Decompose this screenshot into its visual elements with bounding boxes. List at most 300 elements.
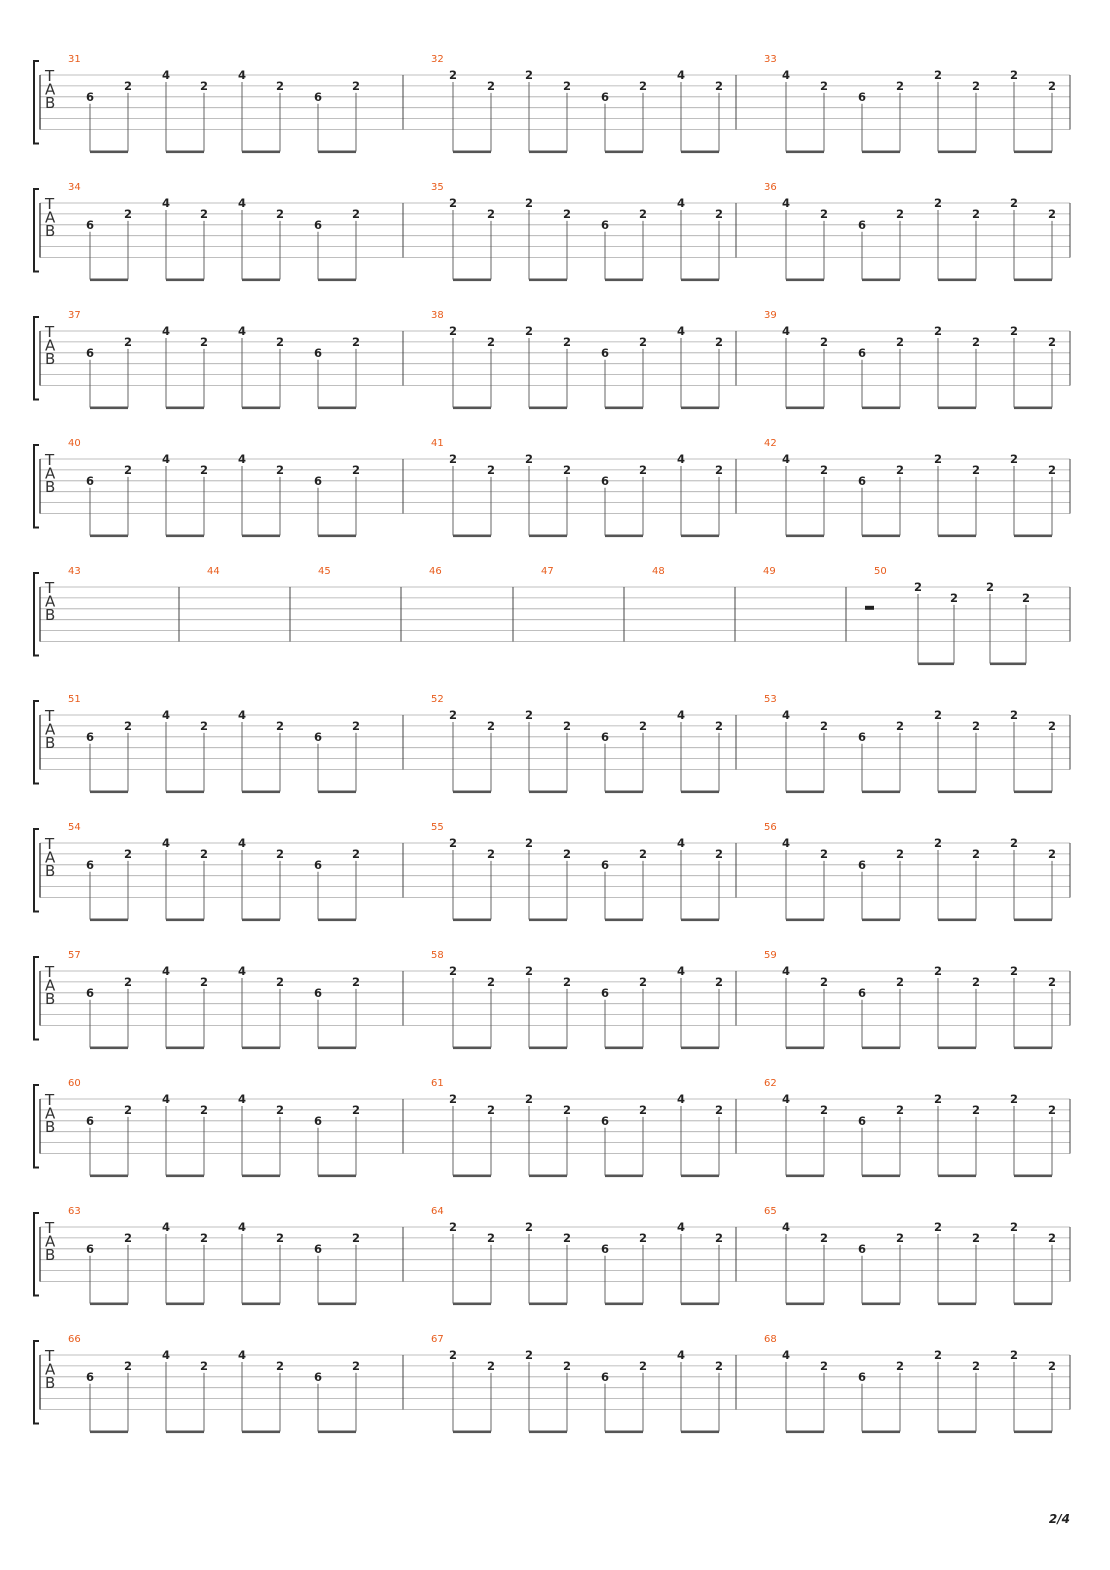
fret-number: 6	[313, 473, 323, 488]
fret-number: 2	[933, 452, 943, 466]
beam	[90, 1431, 128, 1434]
measure-number: 68	[764, 1334, 777, 1345]
beam	[938, 407, 976, 410]
beam	[90, 279, 128, 282]
fret-number: 6	[313, 1241, 323, 1256]
fret-number: 4	[161, 836, 171, 850]
fret-number: 2	[971, 334, 981, 349]
fret-number: 4	[676, 1348, 686, 1362]
fret-number: 6	[600, 1241, 610, 1256]
beam	[529, 1175, 567, 1178]
fret-number: 2	[895, 718, 905, 733]
fret-number: 2	[1047, 1358, 1057, 1373]
fret-number: 2	[819, 718, 829, 733]
measure-number: 44	[207, 566, 220, 577]
measure-number: 45	[318, 566, 331, 577]
fret-number: 2	[486, 462, 496, 477]
system-bracket	[34, 1341, 39, 1424]
tab-clef-letter: B	[45, 478, 56, 496]
fret-number: 2	[638, 78, 648, 93]
fret-number: 6	[85, 1369, 95, 1384]
fret-number: 2	[448, 324, 458, 338]
fret-number: 2	[123, 78, 133, 93]
beam	[938, 535, 976, 538]
fret-number: 6	[313, 857, 323, 872]
beam	[862, 1431, 900, 1434]
beam	[453, 1047, 491, 1050]
beam	[242, 151, 280, 154]
beam	[1014, 407, 1052, 410]
beam	[90, 407, 128, 410]
beam	[681, 151, 719, 154]
beam	[242, 1303, 280, 1306]
fret-number: 2	[486, 78, 496, 93]
fret-number: 2	[714, 1358, 724, 1373]
tab-clef-letter: T	[45, 451, 55, 469]
fret-number: 2	[819, 78, 829, 93]
fret-number: 2	[933, 1348, 943, 1362]
fret-number: 4	[237, 708, 247, 722]
beam	[786, 535, 824, 538]
fret-number: 6	[600, 1369, 610, 1384]
tab-clef-letter: T	[45, 963, 55, 981]
fret-number: 2	[524, 1220, 534, 1234]
beam	[681, 279, 719, 282]
beam	[862, 791, 900, 794]
fret-number: 6	[600, 1113, 610, 1128]
beam	[605, 791, 643, 794]
page-number: 2/4	[1048, 1512, 1070, 1526]
beam	[1014, 279, 1052, 282]
beam	[453, 1175, 491, 1178]
fret-number: 2	[933, 836, 943, 850]
measure-number: 51	[68, 694, 81, 705]
beam	[681, 407, 719, 410]
fret-number: 2	[933, 708, 943, 722]
fret-number: 4	[781, 1220, 791, 1234]
beam	[318, 279, 356, 282]
fret-number: 6	[857, 985, 867, 1000]
beam	[938, 791, 976, 794]
fret-number: 2	[351, 1358, 361, 1373]
measure-number: 60	[68, 1078, 81, 1089]
fret-number: 2	[275, 1230, 285, 1245]
beam	[1014, 151, 1052, 154]
fret-number: 2	[351, 718, 361, 733]
beam	[1014, 1431, 1052, 1434]
fret-number: 2	[1009, 68, 1019, 82]
fret-number: 6	[85, 89, 95, 104]
fret-number: 2	[971, 1230, 981, 1245]
beam	[90, 151, 128, 154]
fret-number: 4	[781, 1348, 791, 1362]
beam	[318, 791, 356, 794]
fret-number: 2	[351, 334, 361, 349]
fret-number: 2	[971, 846, 981, 861]
tab-clef-letter: A	[45, 1104, 56, 1123]
tab-clef-letter: B	[45, 1246, 56, 1264]
fret-number: 2	[1009, 1092, 1019, 1106]
measure-number: 62	[764, 1078, 777, 1089]
fret-number: 2	[933, 1220, 943, 1234]
fret-number: 4	[781, 68, 791, 82]
beam	[862, 535, 900, 538]
beam	[681, 919, 719, 922]
fret-number: 2	[1009, 708, 1019, 722]
fret-number: 2	[714, 78, 724, 93]
fret-number: 2	[1047, 718, 1057, 733]
fret-number: 2	[524, 708, 534, 722]
fret-number: 4	[781, 196, 791, 210]
tab-clef-letter: T	[45, 1091, 55, 1109]
fret-number: 2	[971, 462, 981, 477]
beam	[90, 1047, 128, 1050]
fret-number: 2	[275, 462, 285, 477]
beam	[318, 919, 356, 922]
tab-system	[34, 1334, 1070, 1433]
tab-clef-letter: A	[45, 976, 56, 995]
fret-number: 2	[1047, 846, 1057, 861]
fret-number: 4	[676, 1220, 686, 1234]
fret-number: 2	[1009, 1348, 1019, 1362]
beam	[453, 279, 491, 282]
fret-number: 2	[895, 462, 905, 477]
fret-number: 2	[123, 1358, 133, 1373]
beam	[786, 1047, 824, 1050]
fret-number: 6	[85, 857, 95, 872]
fret-number: 4	[676, 196, 686, 210]
fret-number: 2	[638, 1230, 648, 1245]
beam	[242, 535, 280, 538]
fret-number: 2	[638, 462, 648, 477]
beam	[242, 1431, 280, 1434]
fret-number: 2	[524, 836, 534, 850]
measure-number: 67	[431, 1334, 444, 1345]
fret-number: 2	[933, 964, 943, 978]
system-bracket	[34, 1213, 39, 1296]
beam	[681, 791, 719, 794]
beam	[90, 535, 128, 538]
fret-number: 2	[933, 1092, 943, 1106]
fret-number: 2	[199, 1230, 209, 1245]
beam	[605, 1303, 643, 1306]
beam	[938, 1175, 976, 1178]
tab-clef-letter: B	[45, 350, 56, 368]
beam	[862, 151, 900, 154]
fret-number: 2	[351, 846, 361, 861]
fret-number: 2	[486, 334, 496, 349]
fret-number: 4	[237, 836, 247, 850]
fret-number: 2	[351, 1230, 361, 1245]
fret-number: 4	[676, 964, 686, 978]
fret-number: 2	[486, 1102, 496, 1117]
fret-number: 6	[85, 985, 95, 1000]
beam	[605, 1175, 643, 1178]
beam	[242, 407, 280, 410]
fret-number: 2	[933, 68, 943, 82]
beam	[605, 407, 643, 410]
fret-number: 2	[448, 708, 458, 722]
beam	[862, 279, 900, 282]
fret-number: 2	[819, 1358, 829, 1373]
beam	[605, 279, 643, 282]
tab-clef-letter: T	[45, 195, 55, 213]
fret-number: 6	[313, 1369, 323, 1384]
system-bracket	[34, 573, 39, 656]
fret-number: 2	[486, 974, 496, 989]
fret-number: 4	[676, 836, 686, 850]
tab-clef-letter: B	[45, 222, 56, 240]
system-bracket	[34, 1085, 39, 1168]
fret-number: 4	[781, 452, 791, 466]
measure-number: 65	[764, 1206, 777, 1217]
fret-number: 6	[85, 473, 95, 488]
tab-clef-letter: T	[45, 835, 55, 853]
beam	[166, 279, 204, 282]
fret-number: 2	[524, 452, 534, 466]
fret-number: 2	[448, 964, 458, 978]
tab-clef-letter: A	[45, 208, 56, 227]
fret-number: 2	[985, 580, 995, 594]
fret-number: 4	[237, 1092, 247, 1106]
fret-number: 2	[123, 1230, 133, 1245]
beam	[681, 1303, 719, 1306]
fret-number: 2	[1009, 452, 1019, 466]
tab-clef-letter: A	[45, 592, 56, 611]
system-bracket	[34, 829, 39, 912]
measure-number: 47	[541, 566, 554, 577]
fret-number: 2	[199, 974, 209, 989]
measure-number: 49	[763, 566, 776, 577]
beam	[318, 535, 356, 538]
fret-number: 4	[781, 708, 791, 722]
tab-system	[34, 950, 1070, 1049]
fret-number: 2	[486, 718, 496, 733]
fret-number: 2	[714, 1230, 724, 1245]
beam	[90, 791, 128, 794]
fret-number: 2	[199, 1358, 209, 1373]
fret-number: 4	[237, 1348, 247, 1362]
beam	[166, 1175, 204, 1178]
fret-number: 2	[123, 974, 133, 989]
fret-number: 2	[895, 974, 905, 989]
tab-clef-letter: A	[45, 848, 56, 867]
beam	[90, 1303, 128, 1306]
tab-system	[34, 310, 1070, 409]
tab-clef-letter: A	[45, 80, 56, 99]
beam	[529, 407, 567, 410]
beam	[529, 151, 567, 154]
beam	[1014, 1303, 1052, 1306]
beam	[990, 663, 1026, 666]
fret-number: 2	[486, 1358, 496, 1373]
measure-number: 54	[68, 822, 81, 833]
fret-number: 2	[199, 334, 209, 349]
tab-clef-letter: A	[45, 1360, 56, 1379]
fret-number: 2	[199, 462, 209, 477]
beam	[453, 1303, 491, 1306]
beam	[242, 791, 280, 794]
beam	[786, 407, 824, 410]
measure-number: 63	[68, 1206, 81, 1217]
fret-number: 2	[123, 718, 133, 733]
measure-number: 64	[431, 1206, 444, 1217]
beam	[1014, 1175, 1052, 1178]
measure-number: 43	[68, 566, 81, 577]
fret-number: 6	[857, 217, 867, 232]
fret-number: 6	[313, 985, 323, 1000]
beam	[862, 1175, 900, 1178]
fret-number: 2	[1009, 1220, 1019, 1234]
fret-number: 2	[524, 1348, 534, 1362]
fret-number: 2	[1009, 324, 1019, 338]
fret-number: 2	[895, 334, 905, 349]
beam	[862, 1303, 900, 1306]
fret-number: 6	[85, 345, 95, 360]
fret-number: 6	[600, 217, 610, 232]
fret-number: 2	[819, 206, 829, 221]
fret-number: 2	[638, 974, 648, 989]
fret-number: 6	[85, 1241, 95, 1256]
fret-number: 4	[161, 324, 171, 338]
beam	[786, 919, 824, 922]
beam	[529, 535, 567, 538]
beam	[453, 919, 491, 922]
tab-clef-letter: T	[45, 1347, 55, 1365]
fret-number: 4	[781, 836, 791, 850]
fret-number: 4	[781, 324, 791, 338]
beam	[453, 151, 491, 154]
beam	[166, 535, 204, 538]
beam	[166, 791, 204, 794]
beam	[918, 663, 954, 666]
fret-number: 2	[1009, 964, 1019, 978]
fret-number: 2	[895, 206, 905, 221]
fret-number: 2	[714, 206, 724, 221]
fret-number: 4	[237, 452, 247, 466]
fret-number: 2	[524, 68, 534, 82]
measure-number: 33	[764, 54, 777, 65]
measure-number: 57	[68, 950, 81, 961]
fret-number: 6	[85, 1113, 95, 1128]
fret-number: 4	[161, 1220, 171, 1234]
fret-number: 6	[600, 729, 610, 744]
beam	[938, 1431, 976, 1434]
fret-number: 2	[123, 334, 133, 349]
beam	[166, 919, 204, 922]
fret-number: 2	[199, 846, 209, 861]
beam	[529, 919, 567, 922]
fret-number: 2	[562, 718, 572, 733]
fret-number: 2	[638, 1358, 648, 1373]
fret-number: 2	[448, 68, 458, 82]
fret-number: 2	[714, 718, 724, 733]
fret-number: 2	[819, 334, 829, 349]
fret-number: 2	[486, 846, 496, 861]
fret-number: 6	[85, 729, 95, 744]
tab-clef-letter: B	[45, 1374, 56, 1392]
fret-number: 2	[199, 78, 209, 93]
fret-number: 2	[714, 846, 724, 861]
beam	[529, 1303, 567, 1306]
measure-number: 66	[68, 1334, 81, 1345]
beam	[605, 1047, 643, 1050]
tab-clef-letter: A	[45, 720, 56, 739]
fret-number: 2	[913, 580, 923, 594]
beam	[681, 1047, 719, 1050]
measure-number: 38	[431, 310, 444, 321]
beam	[938, 151, 976, 154]
fret-number: 2	[1009, 836, 1019, 850]
tab-system	[34, 566, 1070, 665]
fret-number: 2	[1047, 334, 1057, 349]
measure-number: 40	[68, 438, 81, 449]
tab-clef-letter: T	[45, 323, 55, 341]
beam	[242, 1175, 280, 1178]
fret-number: 2	[1021, 590, 1031, 605]
tab-system	[34, 694, 1070, 793]
beam	[681, 1175, 719, 1178]
beam	[605, 535, 643, 538]
fret-number: 4	[676, 708, 686, 722]
fret-number: 4	[237, 68, 247, 82]
fret-number: 2	[819, 1102, 829, 1117]
fret-number: 4	[237, 196, 247, 210]
fret-number: 6	[313, 729, 323, 744]
fret-number: 2	[275, 1102, 285, 1117]
fret-number: 6	[857, 1241, 867, 1256]
fret-number: 2	[819, 974, 829, 989]
beam	[1014, 1047, 1052, 1050]
beam	[318, 1431, 356, 1434]
fret-number: 2	[971, 1102, 981, 1117]
tab-clef-letter: B	[45, 734, 56, 752]
fret-number: 2	[351, 206, 361, 221]
tab-clef-letter: A	[45, 464, 56, 483]
beam	[681, 535, 719, 538]
fret-number: 6	[857, 473, 867, 488]
fret-number: 6	[600, 345, 610, 360]
measure-number: 59	[764, 950, 777, 961]
tab-clef-letter: B	[45, 990, 56, 1008]
tab-clef-letter: B	[45, 606, 56, 624]
measure-number: 36	[764, 182, 777, 193]
fret-number: 6	[857, 857, 867, 872]
fret-number: 2	[562, 974, 572, 989]
fret-number: 2	[448, 452, 458, 466]
tab-clef-letter: T	[45, 579, 55, 597]
fret-number: 4	[161, 452, 171, 466]
measure-number: 31	[68, 54, 81, 65]
measure-number: 32	[431, 54, 444, 65]
fret-number: 2	[819, 462, 829, 477]
fret-number: 4	[676, 68, 686, 82]
fret-number: 6	[313, 217, 323, 232]
fret-number: 4	[237, 324, 247, 338]
measure-number: 52	[431, 694, 444, 705]
tab-system	[34, 438, 1070, 537]
fret-number: 6	[857, 729, 867, 744]
beam	[786, 1431, 824, 1434]
beam	[786, 1303, 824, 1306]
measure-number: 39	[764, 310, 777, 321]
beam	[318, 1175, 356, 1178]
fret-number: 2	[933, 324, 943, 338]
measure-number: 56	[764, 822, 777, 833]
fret-number: 4	[237, 1220, 247, 1234]
system-bracket	[34, 701, 39, 784]
measure-number: 50	[874, 566, 887, 577]
